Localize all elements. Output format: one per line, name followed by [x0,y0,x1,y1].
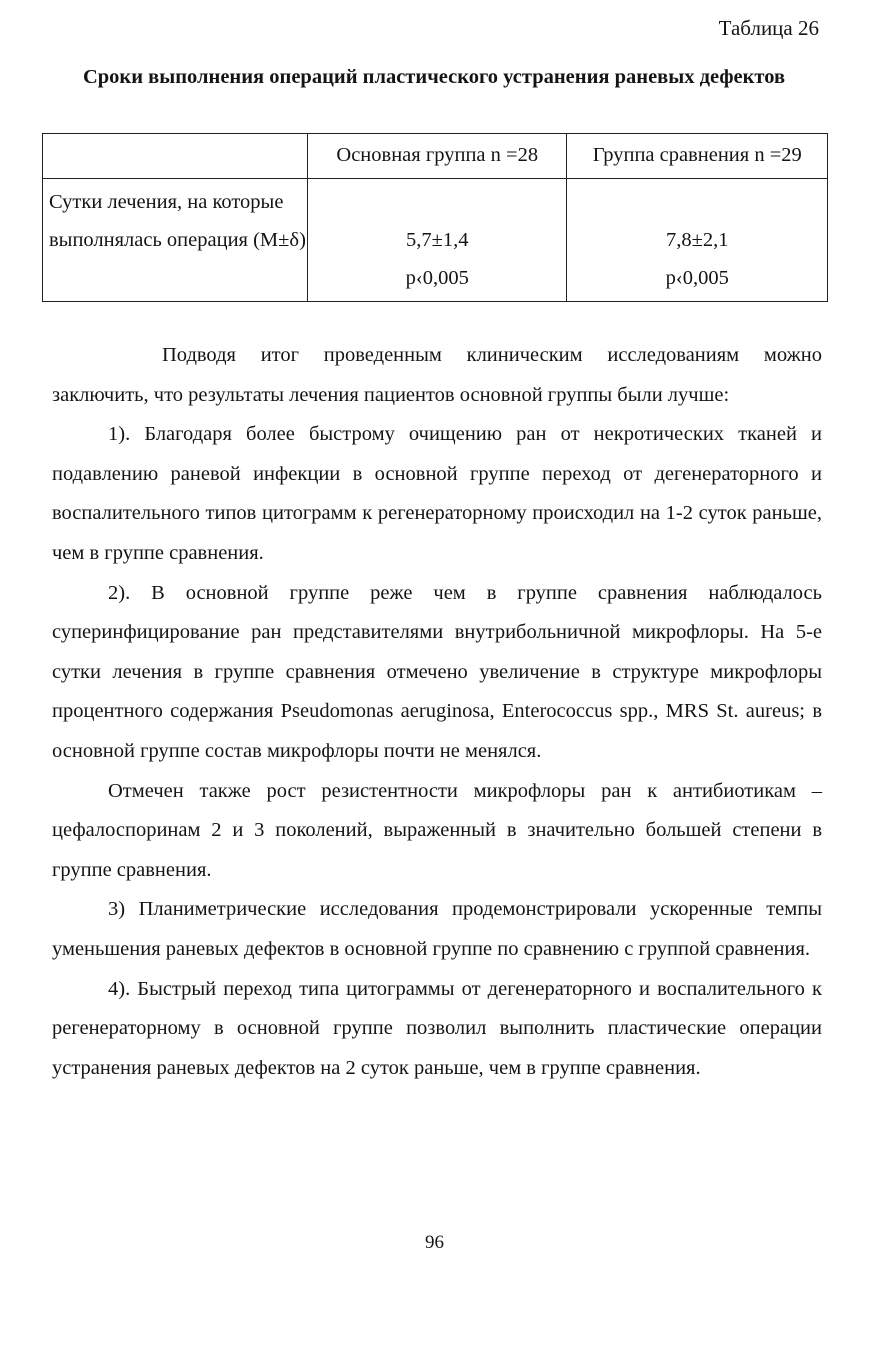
paragraph-point-4: 4). Быстрый переход типа цитограммы от дегенераторного и воспалительного к регенераторному в основной группе позволил выполнить пластические операции устранения раневых дефектов на 2 суток раньше, чем в группе сравнения. [52,977,822,1079]
main-group-p-value: p‹0,005 [405,267,469,289]
header-main-group: Основная группа n =28 [308,134,567,179]
paragraph-summary: Подводя итог проведенным клиническим исследованиям можно заключить, что результаты лечения пациентов основной группы были лучше: [52,344,822,406]
comparison-group-p-value: p‹0,005 [665,267,729,289]
table-label: Таблица 26 [718,16,819,40]
header-empty-cell [43,134,308,179]
body-text [52,336,822,1088]
row-label: Сутки лечения, на которые выполнялась операция (M±δ) [43,179,308,302]
header-comparison-group: Группа сравнения n =29 [567,134,828,179]
table-row [43,179,828,302]
comparison-group-cell [567,179,828,302]
paragraph-resistance: Отмечен также рост резистентности микрофлоры ран к антибиотикам – цефалоспоринам 2 и 3 поколений, выраженный в значительно большей степени в группе сравнения. [52,779,822,881]
paragraph-point-2: 2). В основной группе реже чем в группе сравнения наблюдалось суперинфицирование ран представителями внутрибольничной микрофлоры. На 5-е сутки лечения в группе сравнения отмечено увеличение в структуре микрофлоры процентного содержания Pseudomonas aeruginosa, Enterococcus spp., MRS St. aureus; в основной группе состав микрофлоры почти не менялся. [52,581,822,762]
table-title: Сроки выполнения операций пластического устранения раневых дефектов [82,66,786,88]
main-group-value: 5,7±1,4 [405,229,469,251]
page-number: 96 [425,1232,444,1253]
results-table [42,133,828,302]
paragraph-point-1: 1). Благодаря более быстрому очищению ран от некротических тканей и подавлению раневой инфекции в основной группе переход от дегенераторного и воспалительного типов цитограмм к регенераторному происходил на 1-2 суток раньше, чем в группе сравнения. [52,423,822,564]
main-group-cell [308,179,567,302]
comparison-group-value: 7,8±2,1 [665,229,729,251]
paragraph-point-3: 3) Планиметрические исследования продемонстрировали ускоренные темпы уменьшения раневых дефектов в основной группе по сравнению с группой сравнения. [52,898,822,960]
table-header-row [43,134,828,179]
